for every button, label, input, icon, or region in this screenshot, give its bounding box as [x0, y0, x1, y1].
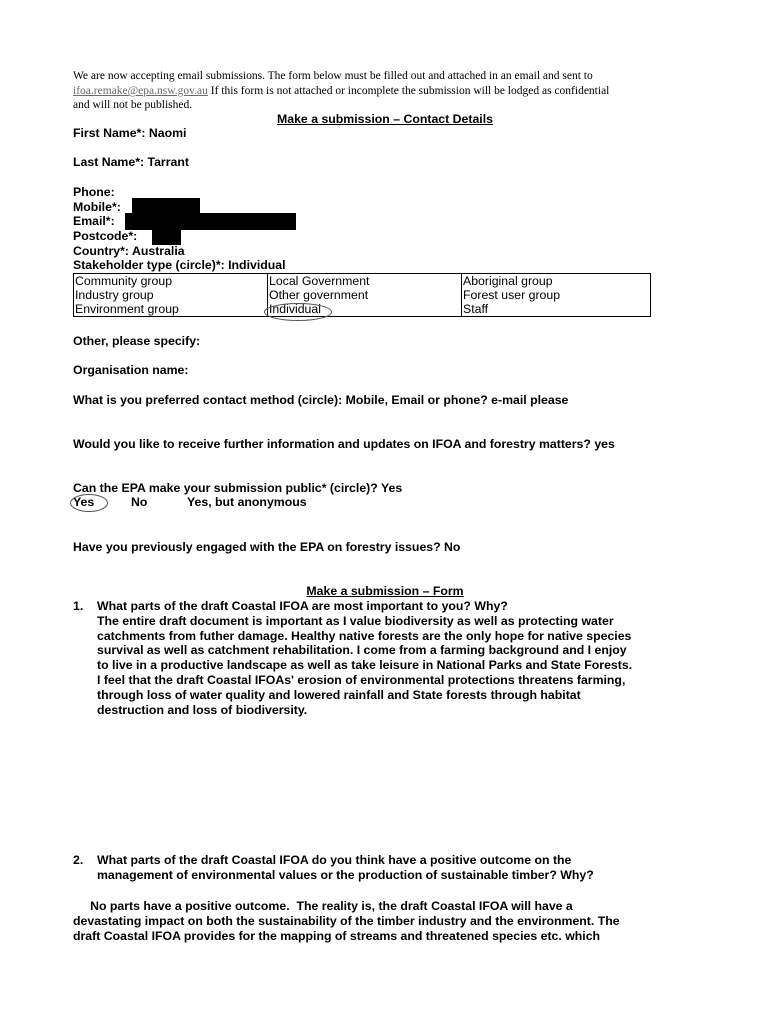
country-label: Country*: Australia	[73, 244, 185, 258]
public-option-anonymous: Yes, but anonymous	[187, 495, 307, 509]
table-row	[74, 302, 651, 317]
table-cell: Local Government	[268, 274, 462, 289]
mobile-redaction	[132, 198, 200, 214]
public-question: Can the EPA make your submission public* (circle)? Yes	[73, 481, 403, 495]
form-title: Make a submission – Form	[306, 584, 464, 598]
postcode-redaction	[152, 229, 181, 245]
email-link[interactable]: ifoa.remake@epa.nsw.gov.au	[73, 85, 208, 97]
answer-2-line: devastating impact on both the sustainability of the timber industry and the environment. The	[73, 914, 620, 928]
question-2-line: What parts of the draft Coastal IFOA do you think have a positive outcome on the	[97, 853, 572, 867]
yes-circle-mark	[70, 494, 108, 512]
answer-1-line: catchments from futher damage. Healthy native forests are the only hope for native species	[97, 629, 632, 643]
stakeholder-label: Stakeholder type (circle)*: Individual	[73, 258, 286, 272]
table-cell: Industry group	[74, 288, 268, 302]
public-option-yes: Yes	[73, 495, 95, 509]
table-row	[74, 274, 651, 289]
answer-1-line: through loss of water quality and lowered rainfall and State forests through habitat	[97, 688, 581, 702]
table-cell: Community group	[74, 274, 268, 289]
table-cell: Staff	[462, 302, 651, 317]
answer-1-line: to live in a productive landscape as well as take leisure in National Parks and State Forests.	[97, 658, 633, 672]
table-cell: Forest user group	[462, 288, 651, 302]
question-2-line: management of environmental values or the production of sustainable timber? Why?	[97, 868, 594, 882]
email-redaction	[125, 213, 296, 230]
email-label: Email*:	[73, 214, 115, 228]
answer-1-line: survival as well as catchment rehabilitation. I come from a farming background and I enjoy	[97, 643, 627, 657]
table-row	[74, 288, 651, 302]
question-1-number: 1.	[73, 599, 84, 613]
stakeholder-table	[73, 273, 651, 317]
updates-question: Would you like to receive further information and updates on IFOA and forestry matters? yes	[73, 437, 615, 451]
answer-1-line: I feel that the draft Coastal IFOAs' erosion of environmental protections threatens farming,	[97, 673, 626, 687]
table-cell: Other government	[268, 288, 462, 302]
intro-line-2-rest: If this form is not attached or incomplete the submission will be lodged as confidential	[207, 85, 610, 97]
table-cell: Individual	[268, 302, 462, 317]
answer-1-line: The entire draft document is important as I value biodiversity as well as protecting water	[97, 614, 614, 628]
public-option-no: No	[131, 495, 148, 509]
answer-1-line: destruction and loss of biodiversity.	[97, 703, 308, 717]
answer-2-line: No parts have a positive outcome. The reality is, the draft Coastal IFOA will have a	[73, 899, 573, 913]
organisation-name: Organisation name:	[73, 363, 189, 377]
mobile-label: Mobile*:	[73, 200, 121, 214]
intro-line-1: We are now accepting email submissions. The form below must be filled out and attached in an email and sent to	[73, 70, 593, 82]
table-cell: Environment group	[74, 302, 268, 317]
other-specify: Other, please specify:	[73, 334, 201, 348]
answer-2-line: draft Coastal IFOA provides for the mapping of streams and threatened species etc. which	[73, 929, 601, 943]
contact-method-question: What is you preferred contact method (circle): Mobile, Email or phone? e-mail please	[73, 393, 569, 407]
question-1: What parts of the draft Coastal IFOA are most important to you? Why?	[97, 599, 508, 613]
phone-label: Phone:	[73, 185, 115, 199]
first-name: First Name*: Naomi	[73, 126, 187, 140]
intro-line-2	[73, 84, 609, 98]
contact-details-title: Make a submission – Contact Details	[277, 112, 493, 126]
postcode-label: Postcode*:	[73, 229, 138, 243]
table-cell: Aboriginal group	[462, 274, 651, 289]
last-name: Last Name*: Tarrant	[73, 155, 189, 169]
individual-circle-mark	[264, 303, 332, 321]
question-2-number: 2.	[73, 853, 84, 867]
engaged-question: Have you previously engaged with the EPA on forestry issues? No	[73, 540, 461, 554]
intro-line-3: and will not be published.	[73, 99, 193, 111]
